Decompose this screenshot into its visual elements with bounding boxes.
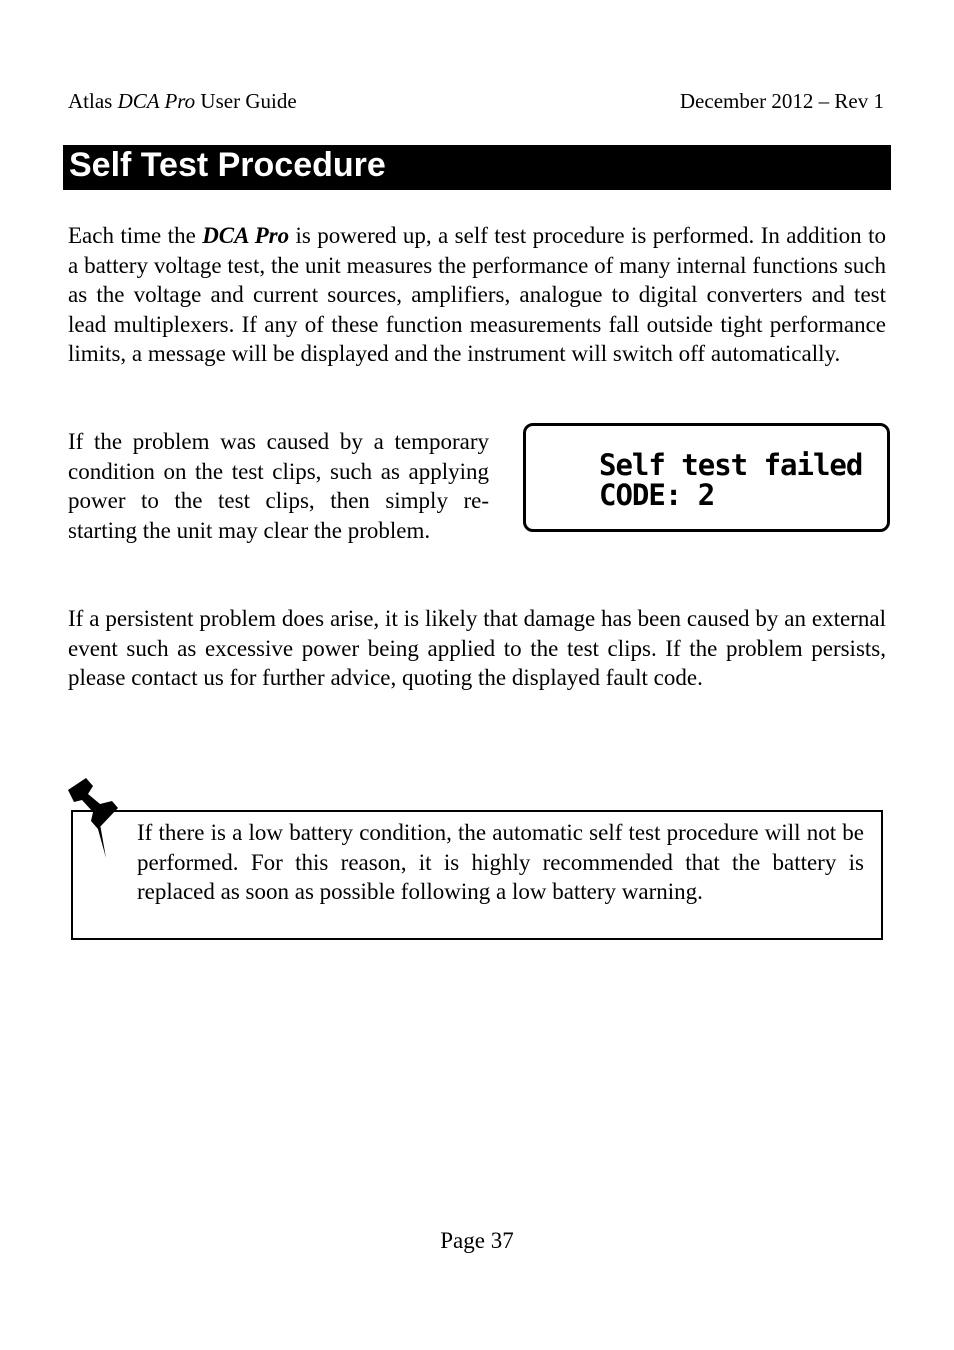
persistent-problem-paragraph: If a persistent problem does arise, it is likely that damage has been caused by an external event such as excessive power being applied to the test clips. If the problem persists, please contact us for further advice, quoting the displayed fault code. <box>68 606 886 690</box>
intro-text-after: is powered up, a self test procedure is performed. In addition to a battery voltage test, the unit measures the performance of many internal functions such as the voltage and current sources, amplifiers, analogue to digital converters and test lead multiplexers. If any of these function measurements fall outside tight performance limits, a message will be displayed and the instrument will switch off automatically. <box>68 223 886 366</box>
section-title: Self Test Procedure <box>63 145 891 190</box>
lcd-display <box>523 423 890 532</box>
note-text: If there is a low battery condition, the automatic self test procedure will not be performed. For this reason, it is highly recommended that the battery is replaced as soon as possible following a low battery warning. <box>137 820 864 904</box>
header-product-name: DCA Pro <box>117 89 196 113</box>
lcd-line-1: Self test failed <box>599 448 863 482</box>
header-brand: Atlas <box>68 89 118 113</box>
intro-text-before: Each time the <box>68 223 203 248</box>
intro-product-name: DCA Pro <box>202 223 290 248</box>
header-guide-label: User Guide <box>195 89 297 113</box>
temporary-condition-paragraph: If the problem was caused by a temporary condition on the test clips, such as applying power to the test clips, then simply re-starting the unit may clear the problem. <box>68 429 489 543</box>
page-number: Page 37 <box>440 1228 514 1253</box>
pushpin-icon <box>66 774 124 860</box>
note-box <box>71 810 883 940</box>
intro-paragraph <box>68 221 886 369</box>
header-date-revision: December 2012 – Rev 1 <box>679 89 884 113</box>
header-guide-title <box>68 89 297 114</box>
lcd-line-2: CODE: 2 <box>599 478 715 512</box>
